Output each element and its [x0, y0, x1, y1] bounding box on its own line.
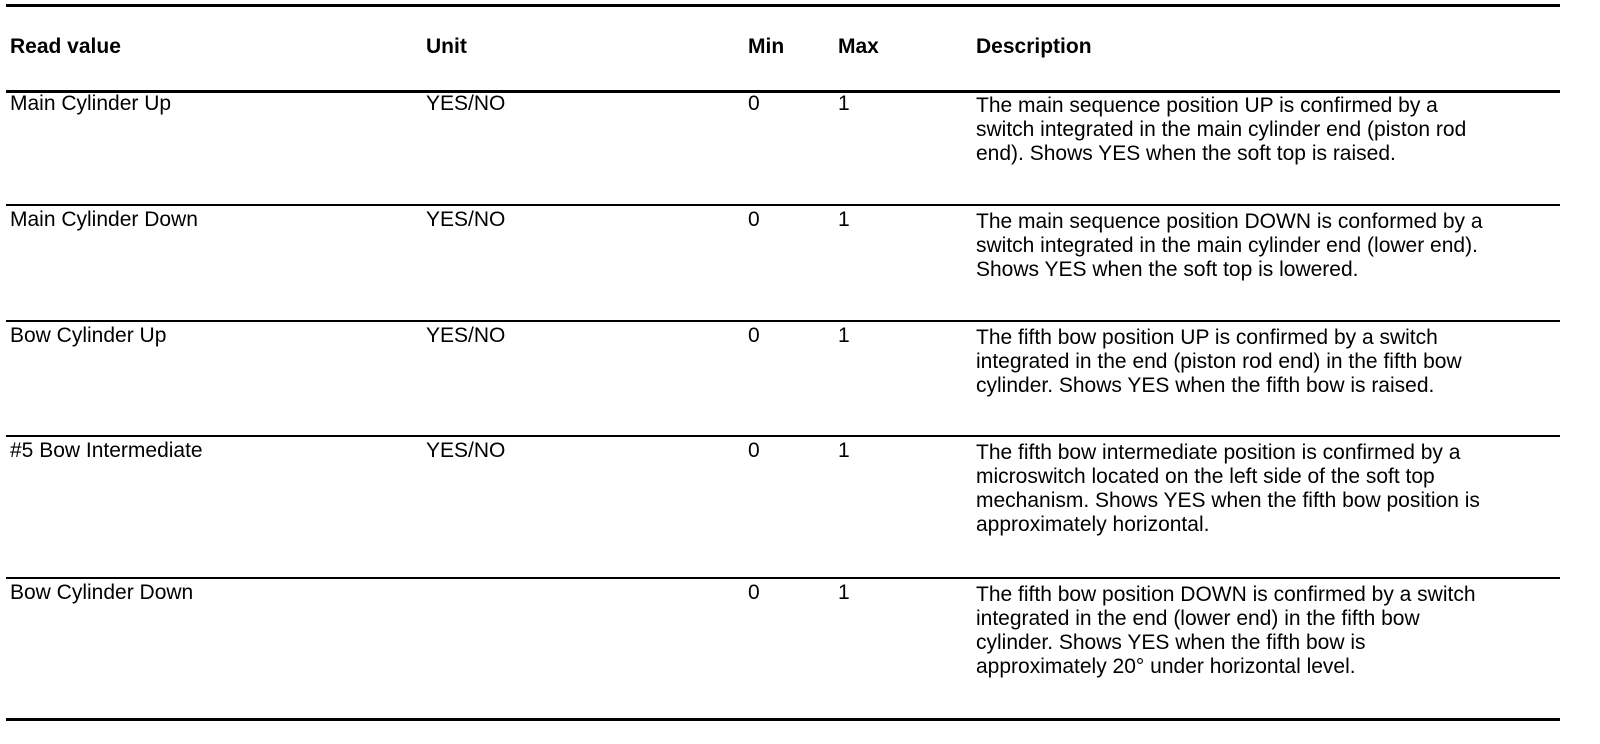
row-1-min: 0: [748, 208, 760, 231]
row-4-description-line: integrated in the end (lower end) in the fifth bow: [976, 607, 1420, 630]
row-1-description: [976, 210, 1560, 282]
row-1-description-line: The main sequence position DOWN is conformed by a: [976, 210, 1483, 233]
row-4-max: 1: [838, 581, 850, 604]
row-1-read-value: Main Cylinder Down: [10, 208, 198, 231]
row-4-description-line: The fifth bow position DOWN is confirmed by a switch: [976, 583, 1476, 606]
row-4-read-value: Bow Cylinder Down: [10, 581, 194, 604]
row-separator: [6, 577, 1560, 579]
row-0-description-line: switch integrated in the main cylinder end (piston rod: [976, 118, 1467, 141]
column-header-min: Min: [748, 35, 785, 58]
row-2-description-line: integrated in the end (piston rod end) in the fifth bow: [976, 350, 1462, 373]
column-header-max: Max: [838, 35, 879, 58]
table-top-rule: [6, 4, 1560, 7]
row-0-description-line: The main sequence position UP is confirmed by a: [976, 94, 1438, 117]
row-3-description-line: mechanism. Shows YES when the fifth bow position is: [976, 489, 1480, 512]
row-0-read-value: Main Cylinder Up: [10, 92, 172, 115]
column-header-read-value: Read value: [10, 35, 121, 58]
row-4-description-line: approximately 20° under horizontal level.: [976, 655, 1356, 678]
row-1-max: 1: [838, 208, 850, 231]
row-2-description-line: cylinder. Shows YES when the fifth bow is raised.: [976, 374, 1435, 397]
row-0-description-line: end). Shows YES when the soft top is raised.: [976, 142, 1396, 165]
row-3-description-line: The fifth bow intermediate position is confirmed by a: [976, 441, 1461, 464]
row-4-min: 0: [748, 581, 760, 604]
row-2-description: [976, 326, 1560, 398]
row-0-unit: YES/NO: [426, 92, 506, 115]
row-2-read-value: Bow Cylinder Up: [10, 324, 167, 347]
row-4-description-line: cylinder. Shows YES when the fifth bow is: [976, 631, 1366, 654]
row-3-min: 0: [748, 439, 760, 462]
row-3-unit: YES/NO: [426, 439, 506, 462]
column-header-unit: Unit: [426, 35, 467, 58]
row-2-max: 1: [838, 324, 850, 347]
row-2-description-line: The fifth bow position UP is confirmed by a switch: [976, 326, 1438, 349]
row-1-unit: YES/NO: [426, 208, 506, 231]
row-2-unit: YES/NO: [426, 324, 506, 347]
row-1-description-line: switch integrated in the main cylinder end (lower end).: [976, 234, 1478, 257]
row-separator: [6, 320, 1560, 322]
row-3-description: [976, 441, 1560, 537]
column-header-description: Description: [976, 35, 1092, 58]
header-rule: [6, 90, 1560, 93]
row-0-min: 0: [748, 92, 760, 115]
row-0-description: [976, 94, 1560, 166]
row-3-read-value: #5 Bow Intermediate: [10, 439, 203, 462]
row-2-min: 0: [748, 324, 760, 347]
table-bottom-rule: [6, 718, 1560, 721]
row-separator: [6, 204, 1560, 206]
row-3-max: 1: [838, 439, 850, 462]
row-separator: [6, 435, 1560, 437]
row-3-description-line: microswitch located on the left side of the soft top: [976, 465, 1435, 488]
row-4-description: [976, 583, 1560, 679]
row-0-max: 1: [838, 92, 850, 115]
row-1-description-line: Shows YES when the soft top is lowered.: [976, 258, 1359, 281]
row-3-description-line: approximately horizontal.: [976, 513, 1210, 536]
